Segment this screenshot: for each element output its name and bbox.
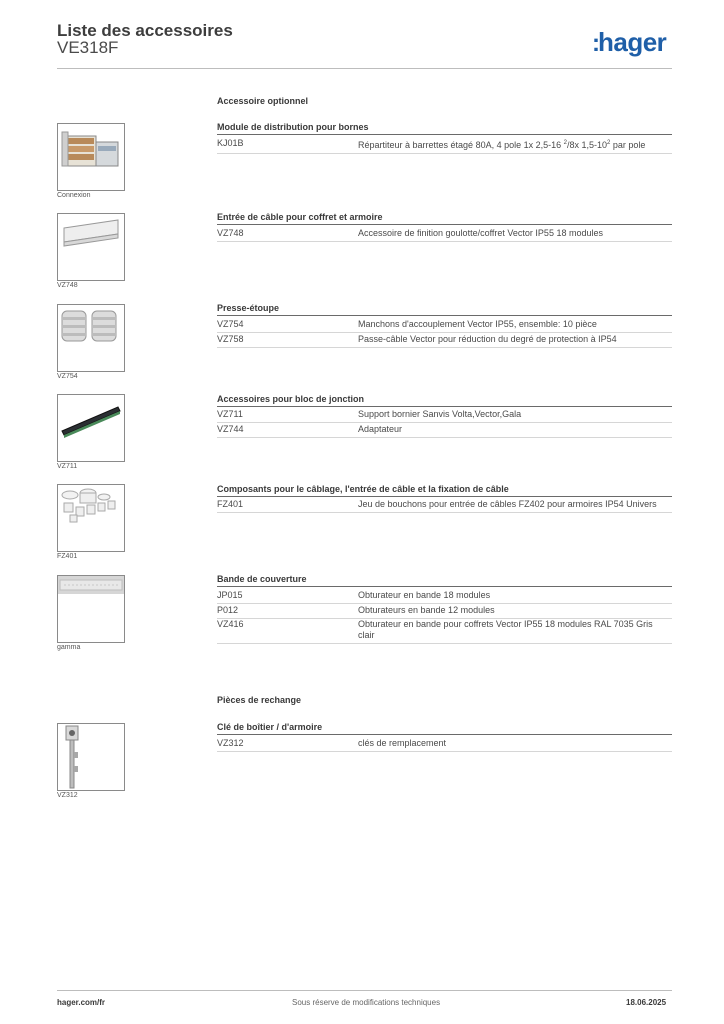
article-description: Jeu de bouchons pour entrée de câbles FZ402 pour armoires IP54 Univers: [358, 499, 657, 509]
section-title-optional: Accessoire optionnel: [217, 96, 309, 106]
article-description: Accessoire de finition goulotte/coffret Vector IP55 18 modules: [358, 228, 603, 238]
product-image-connexion: [57, 123, 125, 191]
terminal-block-icon: [58, 124, 124, 190]
product-image-vz711: [57, 394, 125, 462]
article-description: Obturateur en bande 18 modules: [358, 590, 491, 600]
table-row: [217, 332, 672, 348]
article-description: Répartiteur à barrettes étagé 80A, 4 pole 1x 2,5-16 $^2$/8x $1,5-10^2$ par pole: [358, 140, 646, 150]
article-description: Support bornier Sanvis Volta,Vector,Gala: [358, 409, 522, 419]
table-row: [217, 497, 672, 513]
product-image-fz401: [57, 484, 125, 552]
image-caption: VZ312: [57, 792, 78, 799]
hager-logo: :hager: [592, 27, 667, 57]
table-row: [217, 226, 672, 242]
article-code: VZ754: [217, 319, 244, 329]
cable-plugs-icon: [58, 485, 124, 551]
table-row: [217, 736, 672, 752]
header-divider: [57, 68, 672, 69]
table-row: [217, 422, 672, 438]
group-title: Clé de boîtier / d'armoire: [217, 721, 672, 735]
product-image-gamma: [57, 575, 125, 643]
product-code: VE318F: [57, 38, 119, 57]
article-description: Manchons d'accouplement Vector IP55, ensemble: 10 pièce: [358, 319, 597, 329]
group-title: Presse-étoupe: [217, 302, 672, 316]
group-title: Entrée de câble pour coffret et armoire: [217, 211, 672, 225]
image-caption: VZ754: [57, 373, 78, 380]
article-description: Adaptateur: [358, 424, 403, 434]
image-caption: gamma: [57, 644, 81, 651]
article-code: KJ01B: [217, 138, 244, 148]
image-caption: VZ711: [57, 463, 78, 470]
section-title-spare-parts: Pièces de rechange: [217, 695, 302, 705]
article-description: Obturateur en bande pour coffrets Vector IP55 18 modules RAL 7035 Gris clair: [358, 619, 653, 640]
article-code: VZ744: [217, 424, 244, 434]
page-title: Liste des accessoires: [57, 21, 233, 40]
product-image-vz312: [57, 723, 125, 791]
article-code: FZ401: [217, 499, 244, 509]
product-image-vz754: [57, 304, 125, 372]
footer-divider: [57, 990, 672, 991]
key-icon: [58, 724, 124, 790]
table-row: [217, 588, 672, 604]
group-title: Accessoires pour bloc de jonction: [217, 393, 672, 407]
article-description: Obturateurs en bande 12 modules: [358, 605, 495, 615]
cable-cover-icon: [58, 214, 124, 280]
article-description: Passe-câble Vector pour réduction du degré de protection à IP54: [358, 334, 617, 344]
table-row: [217, 317, 672, 333]
cover-strip-icon: [58, 576, 124, 642]
cable-gland-icon: [58, 305, 124, 371]
product-image-vz748: [57, 213, 125, 281]
group-title: Composants pour le câblage, l'entrée de câble et la fixation de câble: [217, 483, 672, 497]
logo-text: hager: [598, 27, 667, 57]
footer-date: 18.06.2025: [626, 998, 667, 1007]
table-row: [217, 407, 672, 423]
image-caption: Connexion: [57, 192, 91, 199]
article-code: VZ416: [217, 619, 244, 629]
footer-website-link[interactable]: hager.com/fr: [57, 998, 106, 1007]
article-code: VZ711: [217, 409, 243, 419]
group-title: Module de distribution pour bornes: [217, 121, 672, 135]
article-code: VZ748: [217, 228, 244, 238]
din-rail-support-icon: [58, 395, 124, 461]
group-title: Bande de couverture: [217, 573, 672, 587]
image-caption: FZ401: [57, 553, 78, 560]
article-description: clés de remplacement: [358, 738, 447, 748]
footer-disclaimer: Sous réserve de modifications techniques: [292, 998, 441, 1007]
table-row: [217, 136, 672, 154]
article-code: VZ758: [217, 334, 244, 344]
image-caption: VZ748: [57, 282, 78, 289]
table-row: [217, 617, 672, 644]
article-code: VZ312: [217, 738, 244, 748]
article-code: P012: [217, 605, 239, 615]
article-code: JP015: [217, 590, 243, 600]
